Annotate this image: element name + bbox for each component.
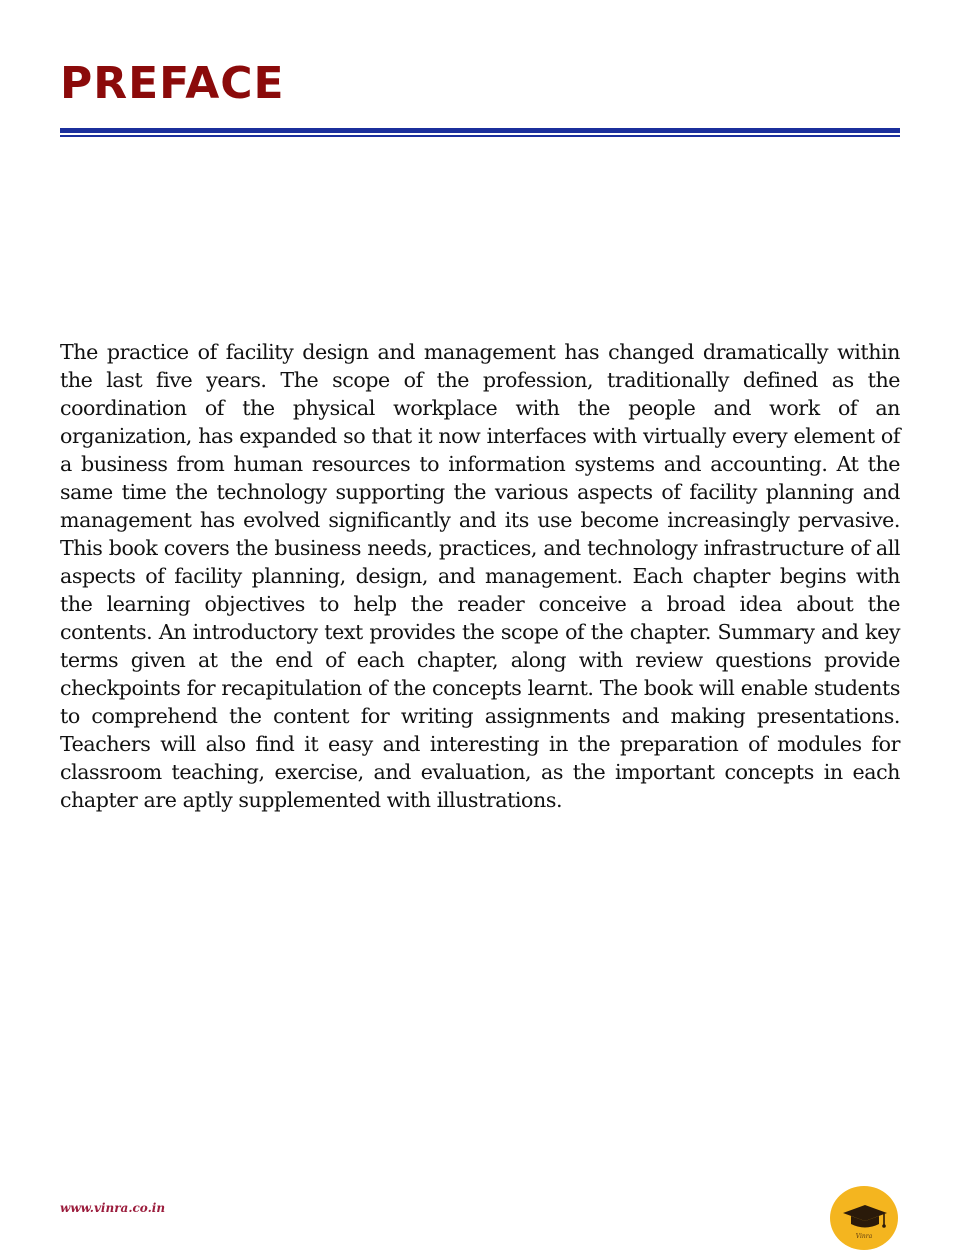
title-divider-thin-line: [60, 135, 900, 137]
page-title: PREFACE: [60, 58, 285, 109]
preface-body: The practice of facility design and management has changed dramatically within the last five years. The scope of the profession, traditionally defined as the coordination of the physical workplace with the people and work of an organization, has expanded so that it now interfaces with virtually every element of a business from human resources to information systems and accounting. At the same time the technology supporting the various aspects of facility planning and management has evolved significantly and its use become increasingly pervasive. This book covers the business needs, practices, and technology infrastructure of all aspects of facility planning, design, and management. Each chapter begins with the learning objectives to help the reader conceive a broad idea about the contents. An introductory text provides the scope of the chapter. Summary and key terms given at the end of each chapter, along with review questions provide checkpoints for recapitulation of the concepts learnt. The book will enable students to comprehend the content for writing assignments and making presentations. Teachers will also find it easy and interesting in the preparation of modules for classroom teaching, exercise, and evaluation, as the important concepts in each chapter are aptly supplemented with illustrations.: [60, 340, 900, 812]
publisher-logo: [829, 1185, 899, 1251]
title-divider-thick-line: [60, 128, 900, 133]
title-divider: [60, 128, 900, 137]
graduation-cap-icon: [829, 1185, 899, 1251]
logo-caption: Vinra: [855, 1233, 873, 1240]
footer-website-link[interactable]: www.vinra.co.in: [60, 1201, 166, 1215]
